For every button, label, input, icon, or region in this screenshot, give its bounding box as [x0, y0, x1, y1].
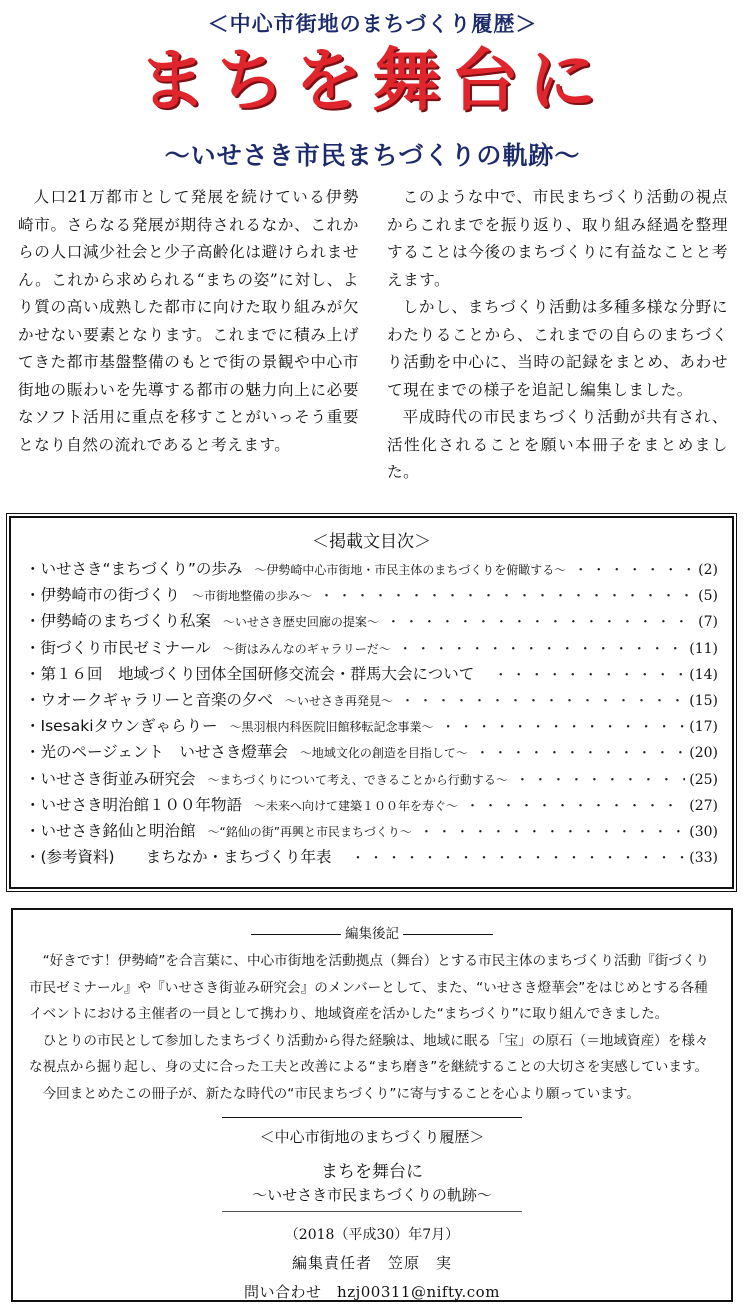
- heading-rule: [403, 934, 493, 935]
- toc-heading: ＜掲載文目次＞: [312, 532, 431, 552]
- toc-item[interactable]: [25, 609, 718, 635]
- editor-credit: 編集責任者 笠原 実: [291, 1254, 452, 1272]
- intro-paragraph: 人口21万都市として発展を続けている伊勢崎市。さらなる発展が期待されるなか、これからの人口減少社会と少子高齢化は避けられません。これから求められる“まちの姿”に対し、より質の高い成熟した都市に向けた取り組みが欠かせない要素となります。これまでに積み上げてきた都市基盤整備のもとで街の景観や中心市街地の賑わいを先導する都市の魅力向上に必要なソフト活用に重点を移すことがいっそう重要となり自然の流れであると考えます。: [18, 188, 359, 454]
- intro-section: [18, 184, 728, 487]
- divider: [222, 1117, 522, 1118]
- toc-leader-dots: [442, 716, 686, 735]
- editors-note-paragraph: “好きです！伊勢崎”を合言葉に、中心市街地を活動拠点（舞台）とする市民主体のまちづくり活動『街づくり市民ゼミナール』や『いせさき街並み研究会』のメンバーとして、また、“いせさき燈華会”をはじめとする各種イベントにおける主催者の一員として携わり、地域資産を活かした“まちづくり”に取り組んできました。: [29, 953, 710, 1022]
- toc-item-subtitle: ～“銘仙の街”再興と市民まちづくり～: [207, 824, 412, 839]
- toc-item-page: (7): [698, 614, 718, 631]
- page-title: まちを舞台に: [138, 42, 607, 121]
- toc-item[interactable]: [25, 767, 718, 793]
- divider: [222, 1211, 522, 1212]
- toc-leader-dots: [574, 559, 694, 578]
- intro-left-column: [18, 184, 359, 487]
- toc-item[interactable]: [25, 845, 718, 871]
- toc-leader-dots: [399, 638, 686, 657]
- toc-item-page: (14): [689, 666, 718, 683]
- intro-paragraph: このような中で、市民まちづくり活動の視点からこれまでを振り返り、取り組み経過を整理することは今後のまちづくりに有益なことと考えます。: [387, 188, 728, 289]
- intro-paragraph: 平成時代の市民まちづくり活動が共有され、活性化されることを願い本冊子をまとめました。: [387, 408, 728, 481]
- toc-leader-dots: [476, 742, 685, 761]
- toc-item-page: (17): [689, 719, 718, 736]
- toc-leader-dots: [516, 769, 685, 788]
- toc-item[interactable]: [25, 819, 718, 845]
- publication-date: （2018（平成30）年7月）: [284, 1227, 460, 1243]
- contact-email[interactable]: 問い合わせ hzj00311@nifty.com: [244, 1283, 500, 1301]
- toc-item-page: (11): [689, 640, 718, 657]
- editors-note-heading: 編集後記: [345, 926, 399, 942]
- toc-item-title: ・光のページェント いせさき燈華会: [25, 743, 288, 762]
- toc-item[interactable]: [25, 793, 718, 819]
- toc-item-subtitle: ～地域文化の創造を目指して～: [299, 746, 468, 761]
- toc-item-subtitle: ～いせさき再発見～: [285, 693, 394, 708]
- toc-leader-dots: [320, 585, 694, 604]
- toc-item-title: ・伊勢崎のまちづくり私案: [25, 612, 211, 631]
- toc-item-title: ・Isesakiタウンぎゃらりー: [25, 717, 218, 736]
- colophon-subtitle: ～いせさき市民まちづくりの軌跡～: [252, 1186, 492, 1204]
- editors-note-heading-row: [13, 922, 731, 942]
- toc-item-subtitle: ～伊勢崎中心市街地・市民主体のまちづくりを俯瞰する～: [254, 563, 567, 577]
- colophon-series: ＜中心市街地のまちづくり履歴＞: [259, 1128, 485, 1146]
- toc-item-page: (20): [689, 745, 718, 762]
- toc-item[interactable]: [25, 662, 718, 688]
- toc-item-subtitle: ～市街地整備の歩み～: [192, 589, 313, 604]
- toc-leader-dots: [494, 664, 685, 683]
- editors-note-body: [13, 942, 731, 1107]
- toc-item[interactable]: [25, 688, 718, 714]
- toc-leader-dots: [387, 611, 694, 630]
- toc-item-page: (25): [689, 771, 718, 788]
- heading-rule: [251, 934, 341, 935]
- toc-item-subtitle: ～まちづくりについて考え、できることから行動する～: [207, 772, 508, 787]
- toc-item[interactable]: [25, 714, 718, 740]
- colophon-title: まちを舞台に: [321, 1162, 423, 1182]
- toc-list: [11, 557, 732, 871]
- editors-note-paragraph: ひとりの市民として参加したまちづくり活動から得た経験は、地域に眠る「宝」の原石（＝地域資産）を様々な視点から掘り起し、身の丈に合った工夫と改善による“まち磨き”を継続することの大切さを実感しています。: [29, 1032, 709, 1075]
- editors-note-box: [11, 908, 733, 1302]
- toc-item-title: ・いせさき“まちづくり”の歩み: [25, 560, 243, 578]
- toc-item-page: (15): [689, 692, 718, 709]
- toc-item-page: (27): [689, 797, 718, 814]
- toc-item-title: ・いせさき銘仙と明治館: [25, 821, 196, 840]
- toc-item-page: (5): [698, 588, 718, 605]
- toc-item[interactable]: [25, 636, 718, 662]
- toc-item-subtitle: ～いせさき歴史回廊の提案～: [222, 615, 379, 630]
- toc-item-page: (2): [698, 562, 718, 578]
- intro-right-column: [387, 184, 728, 487]
- toc-item-title: ・いせさき明治館１００年物語: [25, 795, 243, 814]
- page-subtitle: ～いせさき市民まちづくりの軌跡～: [164, 141, 581, 170]
- intro-paragraph: しかし、まちづくり活動は多種多様な分野にわたりることから、これまでの自らのまちづくり活動を中心に、当時の記録をまとめ、あわせて現在までの様子を追記し編集しました。: [387, 298, 728, 399]
- toc-item-title: ・街づくり市民ゼミナール: [25, 638, 211, 657]
- toc-item-title: ・伊勢崎市の街づくり: [25, 586, 181, 605]
- editors-note-paragraph: 今回まとめたこの冊子が、新たな時代の“市民まちづくり”に寄与することを心より願っています。: [42, 1085, 640, 1102]
- toc-item-title: ・第１６回 地域づくり団体全国研修交流会・群馬大会について: [25, 664, 475, 683]
- toc-item-subtitle: ～街はみんなのギャラリーだ～: [222, 641, 391, 656]
- table-of-contents: [9, 516, 734, 889]
- toc-item-page: (30): [689, 823, 718, 840]
- toc-item-subtitle: ～黒羽根内科医院旧館移転記念事業～: [229, 720, 434, 735]
- toc-item-title: ・ウオークギャラリーと音楽の夕べ: [25, 690, 274, 709]
- series-label: ＜中心市街地のまちづくり履歴＞: [207, 12, 538, 36]
- toc-item-title: ・いせさき街並み研究会: [25, 769, 196, 788]
- toc-item-subtitle: ～未来へ向けて建築１００年を寿ぐ～: [254, 798, 459, 813]
- toc-leader-dots: [420, 821, 685, 840]
- toc-item-title: ・(参考資料) まちなか・まちづくり年表: [25, 848, 332, 867]
- toc-leader-dots: [401, 690, 685, 709]
- toc-leader-dots: [466, 795, 685, 814]
- toc-item-page: (33): [689, 850, 718, 867]
- toc-leader-dots: [351, 847, 685, 866]
- toc-item[interactable]: [25, 557, 718, 583]
- toc-item[interactable]: [25, 583, 718, 609]
- toc-item[interactable]: [25, 740, 718, 766]
